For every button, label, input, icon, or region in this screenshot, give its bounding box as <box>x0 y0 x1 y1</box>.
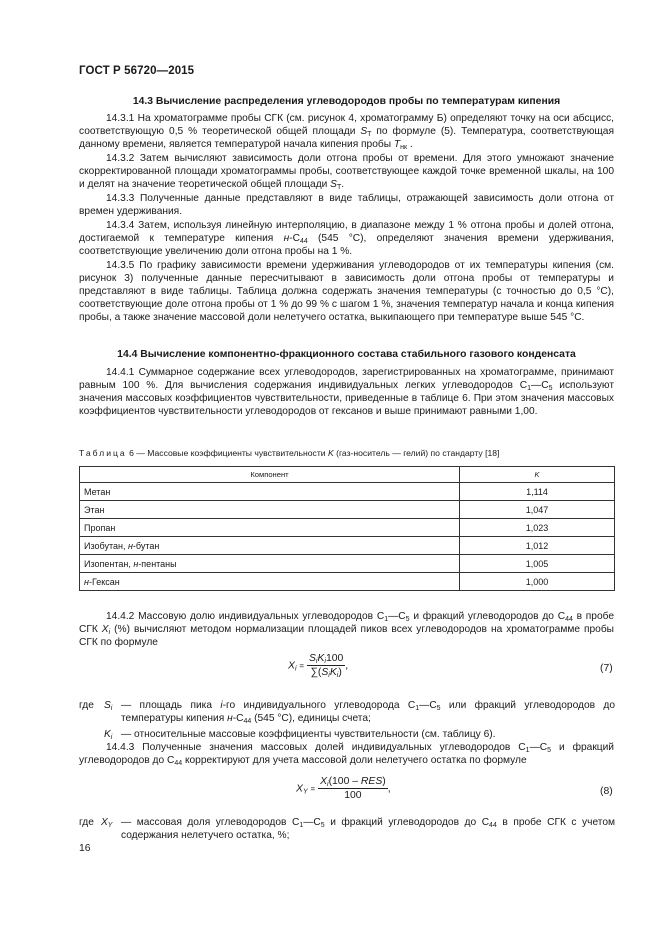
definition-K-i: — относительные массовые коэффициенты чувствительности (см. таблицу 6). <box>121 729 496 740</box>
definition-S-i: — площадь пика i-го индивидуального углеводорода $С_1—С_5$ или фракций углеводородов до температуры кипения $н-С_{44}$ (545 °С), единицы счета; <box>121 700 615 725</box>
cell-k: 1,000 <box>460 573 615 591</box>
section-14-4-title: 14.4 Вычисление компонентно-фракционного состава стабильного газового конденсата <box>117 349 576 360</box>
symbol-X-Y: $X_Y$ <box>101 817 113 829</box>
table-row <box>80 573 615 591</box>
cell-component: н-Гексан <box>80 573 460 591</box>
column-header-component: Компонент <box>80 467 460 483</box>
paragraph-14-3-1: 14.3.1 На хроматограмме пробы СГК (см. рисунок 4, хроматограмму Б) определяют точку на оси абсцисс, соответствующую 0,5 % теоретической общей площади $S_T$ по формуле (5). Температура, соответствующая данному времени, является температурой начала кипения пробы $T_{нк}$ . <box>79 113 614 151</box>
table-6 <box>79 466 615 591</box>
paragraph-14-3-4: 14.3.4 Затем, используя линейную интерполяцию, в диапазоне между 1 % отгона пробы и долей отгона, достигаемой к температуре кипения $н-С_{44}$ (545 °С), определяют значения времени удерживания, соответствующие увеличению доли отгона пробы на 1 %. <box>79 220 614 257</box>
cell-component: Этан <box>80 501 460 519</box>
document-header: ГОСТ Р 56720—2015 <box>79 65 195 77</box>
table-header-row <box>80 467 615 483</box>
where-label: где <box>79 817 94 828</box>
formula-7-number: (7) <box>600 663 613 674</box>
table-row <box>80 501 615 519</box>
cell-component: Изопентан, н-пентаны <box>80 555 460 573</box>
cell-k: 1,023 <box>460 519 615 537</box>
cell-k: 1,047 <box>460 501 615 519</box>
paragraph-14-3-5: 14.3.5 По графику зависимости времени удерживания углеводородов от их температуры кипения (см. рисунок 3) полученные данные пересчитывают в зависимость доли отгона пробы от температуры и представляют в виде таблицы. Таблица должна содержать значения температуры (с точностью до 0,5 °С), соответствующие доле отгона пробы от 1 % до 99 % с шагом 1 %, значения температур начала и конца кипения пробы, а также значение массовой доли нелетучего остатка, выкипающего при температуре выше 545 °С. <box>79 260 614 323</box>
formula-8: $X_Y$ = $\frac{X_i(100 - RES)}{100}$ , <box>296 776 391 801</box>
paragraph-14-4-1: 14.4.1 Суммарное содержание всех углеводородов, зарегистрированных на хроматограмме, принимают равным 100 %. Для вычисления содержания индивидуальных легких углеводородов $С_1—С_5$ используют значения массовых коэффициентов чувствительности, приведенные в таблице 6. При этом значения массовых коэффициентов чувствительности углеводородов от гексанов и выше принимают равными 1,00. <box>79 367 615 417</box>
formula-8-number: (8) <box>600 786 613 797</box>
paragraph-14-4-2: 14.4.2 Массовую долю индивидуальных углеводородов $С_1—С_5$ и фракций углеводородов до $С_{44}$ в пробе СГК $X_i$ (%) вычисляют методом нормализации площадей пиков всех углеводородов на хроматограмме пробы СГК по формуле <box>79 611 615 648</box>
cell-k: 1,114 <box>460 483 615 501</box>
cell-component: Пропан <box>80 519 460 537</box>
section-14-3-title: 14.3 Вычисление распределения углеводородов пробы по температурам кипения <box>132 96 561 107</box>
column-header-k: K <box>460 467 615 483</box>
formula-7: $X_i$ = $\frac{S_iK_i100}{\sum(S_iK_i)}$ , <box>288 653 349 679</box>
paragraph-14-4-3: 14.4.3 Полученные значения массовых долей индивидуальных углеводородов $С_1—С_5$ и фракций углеводородов до $С_{44}$ корректируют для учета массовой доли нелетучего остатка по формуле <box>79 742 614 767</box>
cell-k: 1,012 <box>460 537 615 555</box>
definition-X-Y: — массовая доля углеводородов $С_1—С_5$ и фракций углеводородов до $С_{44}$ в пробе СГК с учетом содержания нелетучего остатка, %; <box>121 817 615 841</box>
cell-k: 1,005 <box>460 555 615 573</box>
cell-component: Изобутан, н-бутан <box>80 537 460 555</box>
table-row <box>80 537 615 555</box>
table-row <box>80 483 615 501</box>
paragraph-14-3-2: 14.3.2 Затем вычисляют зависимость доли отгона пробы от времени. Для этого умножают значение скорректированной площади хроматограммы пробы, соответствующее каждой точке временной шкалы, на 100 и делят на значение теоретической общей площади $S_T$. <box>79 153 614 191</box>
symbol-K-i: $K_i$ <box>104 729 113 741</box>
cell-component: Метан <box>80 483 460 501</box>
paragraph-14-3-3: 14.3.3 Полученные данные представляют в виде таблицы, отражающей зависимость доли отгона от времен удерживания. <box>79 193 614 217</box>
symbol-S-i: $S_i$ <box>104 700 113 712</box>
table-6-caption: Таблица 6 — Массовые коэффициенты чувствительности K (газ-носитель — гелий) по стандарту [18] <box>79 448 500 458</box>
page-number: 16 <box>79 843 91 854</box>
where-label: где <box>79 700 94 711</box>
table-row <box>80 519 615 537</box>
table-row <box>80 555 615 573</box>
